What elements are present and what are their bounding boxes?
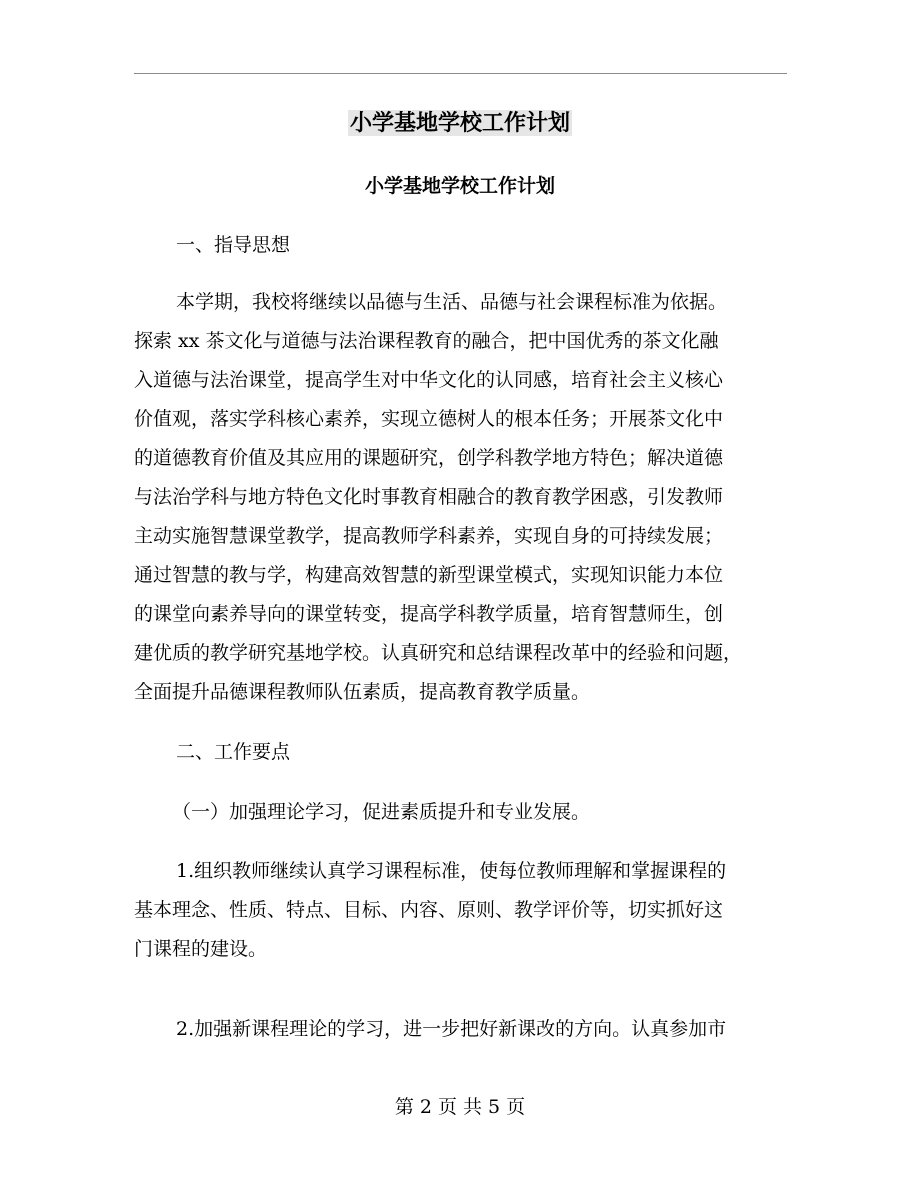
paragraph-line: 门课程的建设。 [134, 938, 268, 960]
paragraph-line: 本学期，我校将继续以品德与生活、品德与社会课程标准为依据。 [176, 291, 728, 313]
section-heading-guiding-thought: 一、指导思想 [176, 234, 291, 256]
header-rule [134, 73, 787, 74]
paragraph-line: 主动实施智慧课堂教学，提高教师学科素养，实现自身的可持续发展； [134, 525, 724, 547]
paragraph-line: 建优质的教学研究基地学校。认真研究和总结课程改革中的经验和问题， [134, 642, 743, 664]
section-heading-work-points: 二、工作要点 [176, 741, 291, 763]
paragraph-line: 价值观，落实学科核心素养，实现立德树人的根本任务；开展茶文化中 [134, 408, 724, 430]
paragraph-line: 与法治学科与地方特色文化时事教育相融合的教育教学困惑，引发教师 [134, 486, 724, 508]
paragraph-line: 探索 xx 茶文化与道德与法治课程教育的融合，把中国优秀的茶文化融 [134, 330, 719, 352]
document-title: 小学基地学校工作计划 [349, 110, 570, 136]
paragraph-line: 全面提升品德课程教师队伍素质，提高教育教学质量。 [134, 681, 591, 703]
paragraph-line: 基本理念、性质、特点、目标、内容、原则、教学评价等，切实抓好这 [134, 899, 724, 921]
paragraph-line: 2.加强新课程理论的学习，进一步把好新课改的方向。认真参加市 [176, 1018, 727, 1040]
subsection-heading-theory-study: （一）加强理论学习，促进素质提升和专业发展。 [172, 801, 591, 823]
page-number: 第 2 页 共 5 页 [394, 1096, 526, 1118]
paragraph-line: 的课堂向素养导向的课堂转变，提高学科教学质量，培育智慧师生，创 [134, 603, 724, 625]
paragraph-line: 的道德教育价值及其应用的课题研究，创学科教学地方特色；解决道德 [134, 447, 724, 469]
paragraph-line: 通过智慧的教与学，构建高效智慧的新型课堂模式，实现知识能力本位 [134, 564, 724, 586]
document-subtitle: 小学基地学校工作计划 [364, 175, 555, 197]
paragraph-line: 入道德与法治课堂，提高学生对中华文化的认同感，培育社会主义核心 [134, 369, 724, 391]
paragraph-line: 1.组织教师继续认真学习课程标准，使每位教师理解和掌握课程的 [176, 860, 727, 882]
